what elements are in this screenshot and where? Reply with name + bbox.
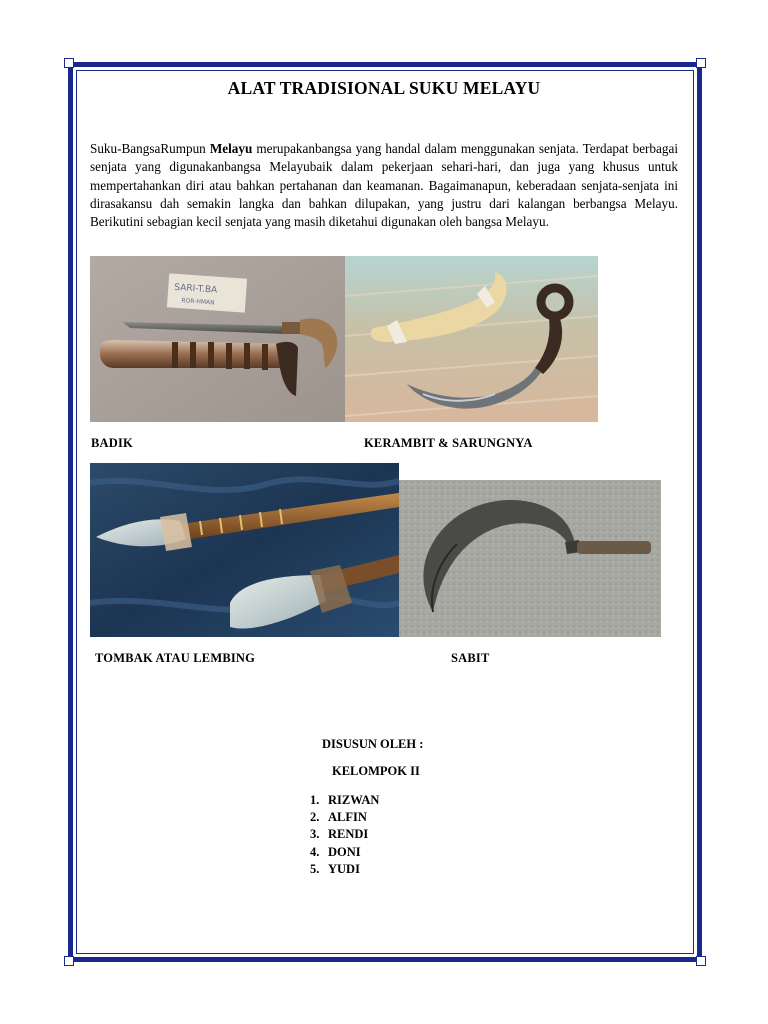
intro-text-start: Suku-BangsaRumpun <box>90 141 210 156</box>
list-item <box>310 792 379 809</box>
member-number: 2. <box>310 810 320 825</box>
list-item <box>310 861 379 878</box>
member-name: RENDI <box>328 827 369 842</box>
border-corner-top-right <box>696 58 706 68</box>
caption-tombak: TOMBAK ATAU LEMBING <box>95 651 256 665</box>
member-number: 4. <box>310 844 320 859</box>
intro-text-bold: Melayu <box>209 141 253 156</box>
svg-text:SARI-T.BA: SARI-T.BA <box>173 282 218 296</box>
member-name: ALFIN <box>328 810 367 825</box>
page-title: ALAT TRADISIONAL SUKU MELAYU <box>227 78 541 98</box>
tombak-photo <box>90 463 399 637</box>
border-corner-bottom-right <box>696 956 706 966</box>
member-number: 3. <box>310 827 320 842</box>
credits-group: KELOMPOK II <box>332 764 420 778</box>
member-name: YUDI <box>328 861 360 876</box>
list-item <box>310 844 379 861</box>
caption-sabit: SABIT <box>451 651 490 665</box>
sabit-photo <box>399 480 661 637</box>
intro-paragraph <box>90 140 678 231</box>
list-item <box>310 826 379 843</box>
member-name: RIZWAN <box>328 793 380 807</box>
svg-text:ROR-HMAN: ROR-HMAN <box>181 297 215 307</box>
border-corner-bottom-left <box>64 956 74 966</box>
caption-kerambit: KERAMBIT & SARUNGNYA <box>364 436 533 450</box>
member-list <box>310 792 379 878</box>
border-corner-top-left <box>64 58 74 68</box>
caption-badik: BADIK <box>91 436 133 450</box>
member-number: 1. <box>310 793 320 807</box>
badik-label-card <box>167 273 247 312</box>
kerambit-photo <box>345 256 598 422</box>
member-number: 5. <box>310 861 320 876</box>
credits-heading: DISUSUN OLEH : <box>322 737 424 751</box>
list-item <box>310 809 379 826</box>
badik-photo <box>90 256 345 422</box>
member-name: DONI <box>328 844 361 859</box>
intro-text-rest: merupakanbangsa yang handal dalam menggunakan senjata. Terdapat berbagai senjata yang digunakanbangsa Melayubaik dalam pekerjaan sehari-hari, dan juga yang khusus untuk mempertahankan diri atau bahkan pertahanan dan keamanan. Bagaimanapun, keberadaan senjata-senjata ini dirasakansu dah semakin langka dan bahkan dilupakan, yang justru dari kalangan berbangsa Melayu. Berikutini sebagian kecil senjata yang masih diketahui digunakan oleh bangsa Melayu. <box>90 141 678 230</box>
